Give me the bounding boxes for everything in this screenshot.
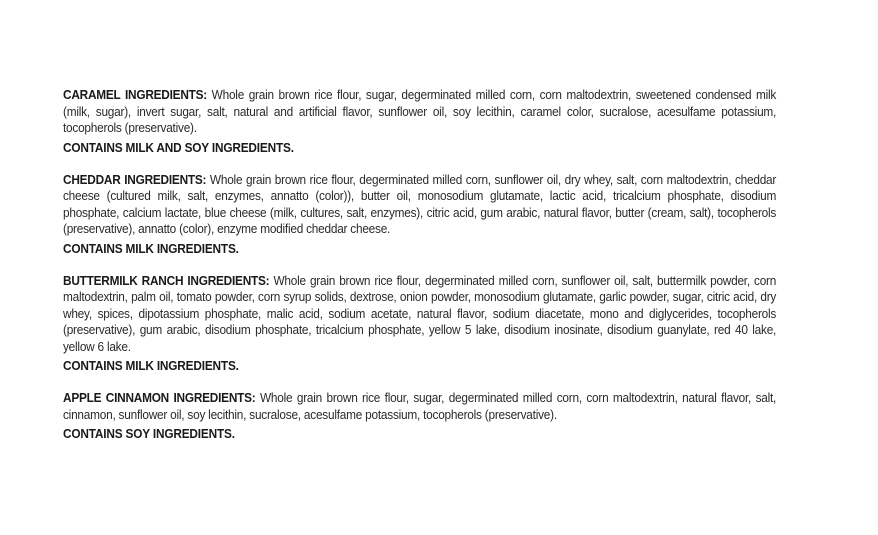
apple-cinnamon-label: APPLE CINNAMON INGREDIENTS: (63, 391, 256, 405)
ingredients-panel (63, 87, 776, 442)
apple-cinnamon-section (63, 390, 776, 442)
buttermilk-ranch-ingredients (63, 273, 776, 356)
cheddar-ingredients (63, 172, 776, 238)
apple-cinnamon-ingredient-list: Whole grain brown rice flour, sugar, degerminated milled corn, corn maltodextrin, natural flavor, salt, cinnamon, sunflower oil, soy lecithin, sucralose, acesulfame potassium, tocopherols (preservative). (63, 391, 777, 422)
caramel-label: CARAMEL INGREDIENTS: (63, 88, 208, 102)
cheddar-label: CHEDDAR INGREDIENTS: (63, 172, 207, 187)
cheddar-allergen-statement: CONTAINS MILK INGREDIENTS. (63, 241, 239, 256)
buttermilk-ranch-ingredient-list: Whole grain brown rice flour, degerminated milled corn, sunflower oil, salt, buttermilk powder, corn maltodextrin, palm oil, tomato powder, corn syrup solids, dextrose, onion powder, monosodium glutamate, garlic powder, sugar, citric acid, dry whey, spices, dipotassium phosphate, malic acid, sodium acetate, natural flavor, sodium diacetate, mono and diglycerides, tocopherols (preservative), gum arabic, disodium phosphate, tricalcium phosphate, yellow 5 lake, disodium inosinate, disodium guanylate, red 40 lake, yellow 6 lake. (63, 273, 777, 354)
apple-cinnamon-allergen-statement: CONTAINS SOY INGREDIENTS. (63, 427, 235, 441)
apple-cinnamon-ingredients (63, 390, 776, 423)
caramel-ingredients (63, 87, 776, 137)
caramel-ingredient-list: Whole grain brown rice flour, sugar, degerminated milled corn, corn maltodextrin, sweetened condensed milk (milk, sugar), invert sugar, salt, natural and artificial flavor, sunflower oil, soy lecithin, caramel color, sucralose, acesulfame potassium, tocopherols (preservative). (63, 88, 777, 135)
buttermilk-ranch-section (63, 273, 776, 375)
caramel-section (63, 87, 776, 156)
buttermilk-ranch-allergen-statement: CONTAINS MILK INGREDIENTS. (63, 359, 239, 373)
cheddar-ingredient-list: Whole grain brown rice flour, degerminated milled corn, sunflower oil, dry whey, salt, corn maltodextrin, cheddar cheese (cultured milk, salt, enzymes, annatto (color)), butter oil, monosodium glutamate, lactic acid, tricalcium phosphate, disodium phosphate, calcium lactate, blue cheese (milk, cultures, salt, enzymes), citric acid, gum arabic, natural flavor, butter (cream, salt), tocopherols (preservative), annatto (color), enzyme modified cheddar cheese. (63, 172, 777, 236)
caramel-allergen-statement: CONTAINS MILK AND SOY INGREDIENTS. (63, 140, 294, 155)
buttermilk-ranch-label: BUTTERMILK RANCH INGREDIENTS: (63, 273, 270, 288)
cheddar-section (63, 172, 776, 257)
